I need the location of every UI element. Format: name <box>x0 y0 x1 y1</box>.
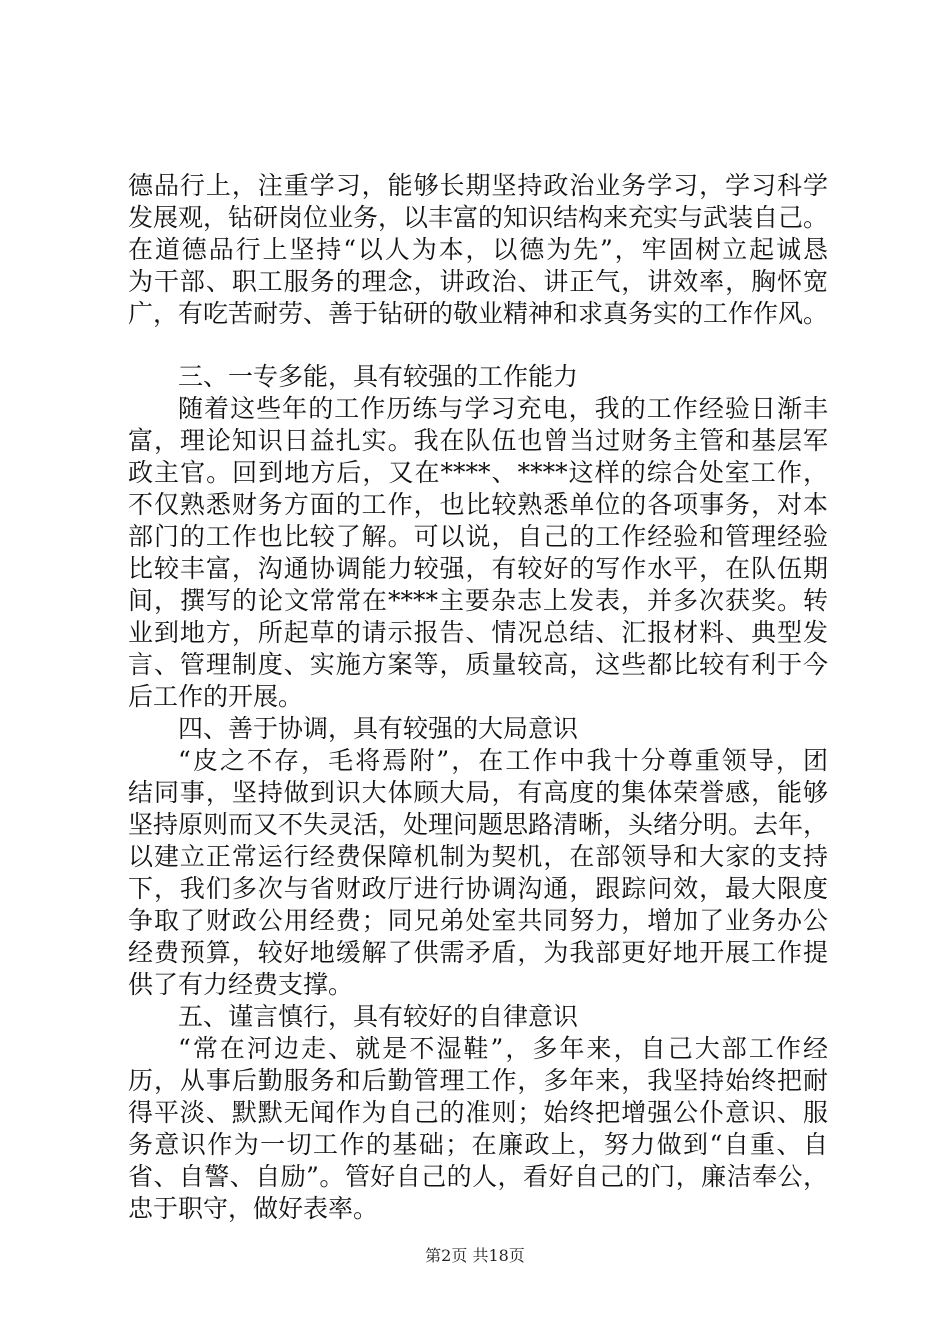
body-line: 供了有力经费支撑。 <box>128 970 354 999</box>
body-line: 比较丰富，沟通协调能力较强，有较好的写作水平，在队伍期 <box>128 554 828 583</box>
body-line: 省、自警、自励”。管好自己的人，看好自己的门，廉洁奉公， <box>128 1162 828 1191</box>
body-line: 广，有吃苦耐劳、善于钻研的敬业精神和求真务实的工作作风。 <box>128 299 829 328</box>
body-line: 结同事，坚持做到识大体顾大局，有高度的集体荣誉感，能够 <box>128 778 828 807</box>
body-line: “常在河边走、就是不湿鞋”，多年来，自己大部工作经 <box>178 1034 828 1063</box>
body-line: 为干部、职工服务的理念，讲政治、讲正气，讲效率，胸怀宽 <box>128 267 828 296</box>
body-line: 经费预算，较好地缓解了供需矛盾，为我部更好地开展工作提 <box>128 938 828 967</box>
section-heading: 四、善于协调，具有较强的大局意识 <box>178 714 579 743</box>
body-line: 政主官。回到地方后，又在****、****这样的综合处室工作， <box>128 458 828 487</box>
section-heading: 三、一专多能，具有较强的工作能力 <box>178 362 579 391</box>
body-line: 业到地方，所起草的请示报告、情况总结、汇报材料、典型发 <box>128 618 828 647</box>
section-heading: 五、谨言慎行，具有较好的自律意识 <box>178 1002 579 1031</box>
body-line: 后工作的开展。 <box>128 682 304 711</box>
body-line: 德品行上，注重学习，能够长期坚持政治业务学习，学习科学 <box>128 171 828 200</box>
body-line: 间，撰写的论文常常在****主要杂志上发表，并多次获奖。转 <box>128 586 828 615</box>
body-line: 历，从事后勤服务和后勤管理工作，多年来，我坚持始终把耐 <box>128 1066 828 1095</box>
body-line: 随着这些年的工作历练与学习充电，我的工作经验日渐丰 <box>178 394 828 423</box>
body-line: 不仅熟悉财务方面的工作，也比较熟悉单位的各项事务，对本 <box>128 490 828 519</box>
body-line: 在道德品行上坚持“以人为本，以德为先”，牢固树立起诚恳 <box>128 235 828 264</box>
body-line: 发展观，钻研岗位业务，以丰富的知识结构来充实与武装自己。 <box>128 203 829 232</box>
body-line: 富，理论知识日益扎实。我在队伍也曾当过财务主管和基层军 <box>128 426 828 455</box>
body-line: “皮之不存，毛将焉附”，在工作中我十分尊重领导，团 <box>178 746 828 775</box>
body-line: 得平淡、默默无闻作为自己的准则；始终把增强公仆意识、服 <box>128 1098 828 1127</box>
body-line: 务意识作为一切工作的基础；在廉政上，努力做到“自重、自 <box>128 1130 828 1159</box>
document-body <box>128 170 828 1225</box>
body-line: 争取了财政公用经费；同兄弟处室共同努力，增加了业务办公 <box>128 906 828 935</box>
body-line: 以建立正常运行经费保障机制为契机，在部领导和大家的支持 <box>128 842 828 871</box>
body-line: 下，我们多次与省财政厅进行协调沟通，跟踪问效，最大限度 <box>128 874 828 903</box>
body-line: 部门的工作也比较了解。可以说，自己的工作经验和管理经验 <box>128 522 828 551</box>
page-number-footer: 第2页 共18页 <box>425 1246 525 1265</box>
body-line: 坚持原则而又不失灵活，处理问题思路清晰，头绪分明。去年， <box>128 810 829 839</box>
body-line: 忠于职守，做好表率。 <box>128 1194 379 1223</box>
paragraph-gap <box>128 330 828 361</box>
body-line: 言、管理制度、实施方案等，质量较高，这些都比较有利于今 <box>128 650 828 679</box>
